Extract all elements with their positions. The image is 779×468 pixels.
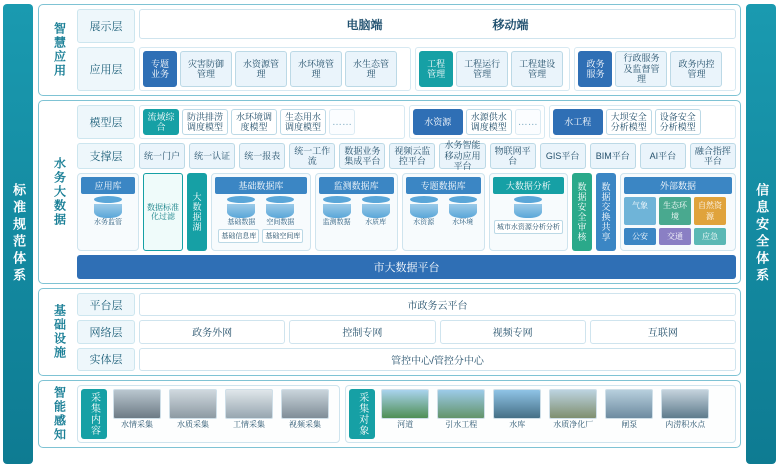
band-water-big-data <box>38 100 741 284</box>
display-layer-label: 展示层 <box>77 9 135 43</box>
cylinder-caption: 监测数据 <box>322 219 351 226</box>
app-group-government-head[interactable]: 政务服务 <box>578 51 612 87</box>
model-basin-dots: …… <box>329 109 355 135</box>
ext-cell-natural-resources[interactable]: 自然资源 <box>694 197 726 225</box>
app-group-thematic <box>139 47 411 91</box>
ext-cell-transport[interactable]: 交通 <box>659 228 691 245</box>
support-item-report[interactable]: 统一报表 <box>239 143 285 169</box>
app-store-caption: 水务监管 <box>94 219 122 226</box>
infra-label-platform: 平台层 <box>77 293 135 316</box>
cylinder-top-icon <box>449 196 477 203</box>
display-layer-targets <box>139 9 736 39</box>
model-group-basin-head[interactable]: 流域综合 <box>143 109 179 135</box>
waterlogging-point-photo <box>661 389 709 419</box>
infra-row-platform <box>77 293 736 316</box>
support-item-command[interactable]: 融合指挥平台 <box>690 143 736 169</box>
right-pillar-label: 信息安全体系 <box>754 183 770 285</box>
support-layer-row <box>77 140 736 172</box>
application-layer-label: 应用层 <box>77 47 135 91</box>
infra-value-gov-extranet[interactable]: 政务外网 <box>139 320 285 343</box>
app-group-government <box>574 47 736 91</box>
band-perception <box>38 380 741 448</box>
data-lake-strip: 大数据湖 <box>187 173 207 251</box>
perception-object-gate-pump[interactable] <box>603 389 655 439</box>
perception-caption: 河道 <box>397 420 414 429</box>
panel-big-data-analysis <box>489 173 568 251</box>
panel-monitor-db <box>315 173 398 251</box>
cylinder-caption: 空间数据 <box>266 219 295 226</box>
app-item-engineering-construction[interactable]: 工程建设管理 <box>511 51 563 87</box>
model-group-resource-head[interactable]: 水资源 <box>413 109 463 135</box>
perception-object-label: 采集对象 <box>349 389 375 439</box>
app-item-water-environment[interactable]: 水环境管理 <box>290 51 342 87</box>
perception-object-river[interactable] <box>379 389 431 439</box>
works-sensor-icon <box>225 389 273 419</box>
ext-cell-public-security[interactable]: 公安 <box>624 228 656 245</box>
cylinder-top-icon <box>266 196 294 203</box>
cylinder-top-icon <box>410 196 438 203</box>
app-item-engineering-operation[interactable]: 工程运行管理 <box>456 51 508 87</box>
cylinder-top-icon <box>227 196 255 203</box>
left-pillar-label: 标准规范体系 <box>11 183 27 285</box>
cylinder-body-icon <box>410 204 438 218</box>
display-layer-row <box>77 9 736 43</box>
support-layer-label: 支撑层 <box>77 143 135 169</box>
data-security-audit-strip: 数据安全审核 <box>572 173 592 251</box>
diagram-body <box>36 0 743 468</box>
panel-basic-db-cylinders <box>223 196 298 227</box>
band-title-perception: 智能感知 <box>52 386 67 442</box>
cylinder-water-environment <box>445 196 481 227</box>
model-group-works <box>549 105 736 139</box>
ext-cell-emergency[interactable]: 应急 <box>694 228 726 245</box>
model-item-eco-water[interactable]: 生态用水调度模型 <box>280 109 326 135</box>
panel-monitor-db-cylinders <box>319 196 394 227</box>
perception-caption: 内涝积水点 <box>665 420 706 429</box>
data-exchange-strip: 数据交换共享 <box>596 173 616 251</box>
perception-caption: 水库 <box>509 420 526 429</box>
infra-value-internet[interactable]: 互联网 <box>590 320 736 343</box>
model-resource-dots: …… <box>515 109 541 135</box>
model-group-basin <box>139 105 405 139</box>
model-item-dam-safety[interactable]: 大坝安全分析模型 <box>606 109 652 135</box>
panel-thematic-db-cylinders <box>406 196 481 227</box>
cylinder-body-icon <box>94 204 122 218</box>
cylinder-basic-data <box>223 196 259 227</box>
cylinder-top-icon <box>362 196 390 203</box>
panel-analysis-title: 大数据分析 <box>493 177 564 194</box>
app-group-thematic-head[interactable]: 专题业务 <box>143 51 177 87</box>
cylinder-caption: 水环境 <box>452 219 474 226</box>
external-data-title: 外部数据 <box>624 177 732 194</box>
app-item-disaster[interactable]: 灾害防御管理 <box>180 51 232 87</box>
cylinder-body-icon <box>514 204 542 218</box>
video-camera-icon <box>281 389 329 419</box>
cylinder-caption: 基础数据 <box>227 219 256 226</box>
panel-thematic-db-title: 专题数据库 <box>406 177 481 194</box>
infra-label-entity: 实体层 <box>77 348 135 371</box>
cylinder-spatial-data <box>262 196 298 227</box>
model-item-flood[interactable]: 防洪排涝调度模型 <box>182 109 228 135</box>
cylinder-body-icon <box>266 204 294 218</box>
model-layer-row <box>77 105 736 139</box>
support-item-auth[interactable]: 统一认证 <box>189 143 235 169</box>
left-pillar-standards <box>3 4 33 464</box>
right-pillar-security <box>746 4 776 464</box>
support-item-ai[interactable]: AI平台 <box>640 143 686 169</box>
external-data-panel <box>620 173 736 251</box>
perception-caption: 引水工程 <box>445 420 478 429</box>
water-level-sensor-icon <box>113 389 161 419</box>
cylinder-top-icon <box>323 196 351 203</box>
model-group-works-head[interactable]: 水工程 <box>553 109 603 135</box>
perception-caption: 闸泵 <box>621 420 638 429</box>
gate-pump-photo <box>605 389 653 419</box>
cylinder-water-resource <box>406 196 442 227</box>
data-lake-area <box>77 173 736 251</box>
support-item-iot[interactable]: 物联网平台 <box>490 143 536 169</box>
perception-object-card <box>345 385 736 443</box>
infra-row-entity <box>77 348 736 371</box>
support-item-gis[interactable]: GIS平台 <box>540 143 586 169</box>
cylinder-body-icon <box>227 204 255 218</box>
model-group-resource <box>409 105 545 139</box>
infra-value-control-network[interactable]: 控制专网 <box>289 320 435 343</box>
app-store-panel <box>77 173 139 251</box>
infra-label-network: 网络层 <box>77 320 135 343</box>
external-data-grid <box>624 197 732 245</box>
infra-value-video-network[interactable]: 视频专网 <box>440 320 586 343</box>
perception-object-treatment-plant[interactable] <box>547 389 599 439</box>
support-item-bim[interactable]: BIM平台 <box>590 143 636 169</box>
display-item-pc: 电脑端 <box>346 17 383 32</box>
panel-monitor-db-title: 监测数据库 <box>319 177 394 194</box>
chip-basic-info-db[interactable]: 基础信息库 <box>218 229 259 243</box>
water-treatment-plant-photo <box>549 389 597 419</box>
model-layer-label: 模型层 <box>77 105 135 139</box>
perception-content-label: 采集内容 <box>81 389 107 439</box>
perception-item-works[interactable] <box>223 389 275 439</box>
perception-caption: 水情采集 <box>121 420 153 429</box>
model-item-water-env[interactable]: 水环境调度模型 <box>231 109 277 135</box>
cylinder-analysis-data <box>510 196 546 218</box>
app-group-engineering <box>415 47 570 91</box>
panel-thematic-db <box>402 173 485 251</box>
app-store-cylinder <box>90 196 126 227</box>
app-group-engineering-head[interactable]: 工程管理 <box>419 51 453 87</box>
cylinder-monitor-data <box>319 196 355 227</box>
ext-cell-meteorology[interactable]: 气象 <box>624 197 656 225</box>
infra-row-network <box>77 320 736 343</box>
panel-basic-db-chips <box>218 229 303 243</box>
panel-basic-db-title: 基础数据库 <box>215 177 307 194</box>
perception-object-diversion[interactable] <box>435 389 487 439</box>
perception-caption: 视频采集 <box>289 420 321 429</box>
city-big-data-platform-bar: 市大数据平台 <box>77 255 736 279</box>
display-item-mobile: 移动端 <box>492 17 529 32</box>
perception-item-water-quality[interactable] <box>167 389 219 439</box>
perception-caption: 水质采集 <box>177 420 209 429</box>
application-layer-row <box>77 47 736 91</box>
water-quality-sensor-icon <box>169 389 217 419</box>
reservoir-photo <box>493 389 541 419</box>
perception-object-waterlogging[interactable] <box>659 389 711 439</box>
cylinder-body-icon <box>323 204 351 218</box>
perception-item-water-level[interactable] <box>111 389 163 439</box>
band-title-infrastructure: 基础设施 <box>52 304 67 360</box>
app-item-water-ecology[interactable]: 水生态管理 <box>345 51 397 87</box>
panel-basic-db <box>211 173 311 251</box>
app-item-internal-control[interactable]: 政务内控管理 <box>670 51 722 87</box>
cylinder-top-icon <box>94 196 122 203</box>
perception-object-reservoir[interactable] <box>491 389 543 439</box>
support-item-integration[interactable]: 数据业务集成平台 <box>339 143 385 169</box>
cylinder-quality-db <box>358 196 394 227</box>
perception-caption: 工情采集 <box>233 420 265 429</box>
perception-caption: 水质净化厂 <box>553 420 594 429</box>
perception-item-video[interactable] <box>279 389 331 439</box>
chip-urban-water-analysis[interactable]: 城市水资源分析分析 <box>494 220 563 234</box>
ext-cell-ecology[interactable]: 生态环境 <box>659 197 691 225</box>
perception-content-card <box>77 385 340 443</box>
support-item-portal[interactable]: 统一门户 <box>139 143 185 169</box>
model-item-supply[interactable]: 水源供水调度模型 <box>466 109 512 135</box>
band-infrastructure <box>38 288 741 376</box>
chip-basic-spatial-db[interactable]: 基础空间库 <box>262 229 303 243</box>
support-item-mobile[interactable]: 水务智能移动应用平台 <box>439 143 485 169</box>
band-title-smart-application: 智慧应用 <box>52 22 67 78</box>
app-item-admin-service[interactable]: 行政服务及监督管理 <box>615 51 667 87</box>
band-title-big-data: 水务大数据 <box>52 157 67 227</box>
cylinder-top-icon <box>514 196 542 203</box>
cylinder-body-icon <box>449 204 477 218</box>
model-item-equipment-safety[interactable]: 设备安全分析模型 <box>655 109 701 135</box>
diversion-project-photo <box>437 389 485 419</box>
support-item-workflow[interactable]: 统一工作流 <box>289 143 335 169</box>
cylinder-caption: 水质库 <box>365 219 387 226</box>
app-item-water-resource[interactable]: 水资源管理 <box>235 51 287 87</box>
support-item-video-cloud[interactable]: 视频云监控平台 <box>389 143 435 169</box>
infra-value-cloud-platform[interactable]: 市政务云平台 <box>139 293 736 316</box>
data-standardization-filter: 数据标准化过滤 <box>143 173 183 251</box>
river-photo <box>381 389 429 419</box>
app-store-title: 应用库 <box>81 177 135 194</box>
panel-analysis-cylinders <box>510 196 546 218</box>
infra-value-control-center[interactable]: 管控中心/管控分中心 <box>139 348 736 371</box>
cylinder-body-icon <box>362 204 390 218</box>
band-smart-application <box>38 4 741 96</box>
cylinder-caption: 水资源 <box>413 219 435 226</box>
